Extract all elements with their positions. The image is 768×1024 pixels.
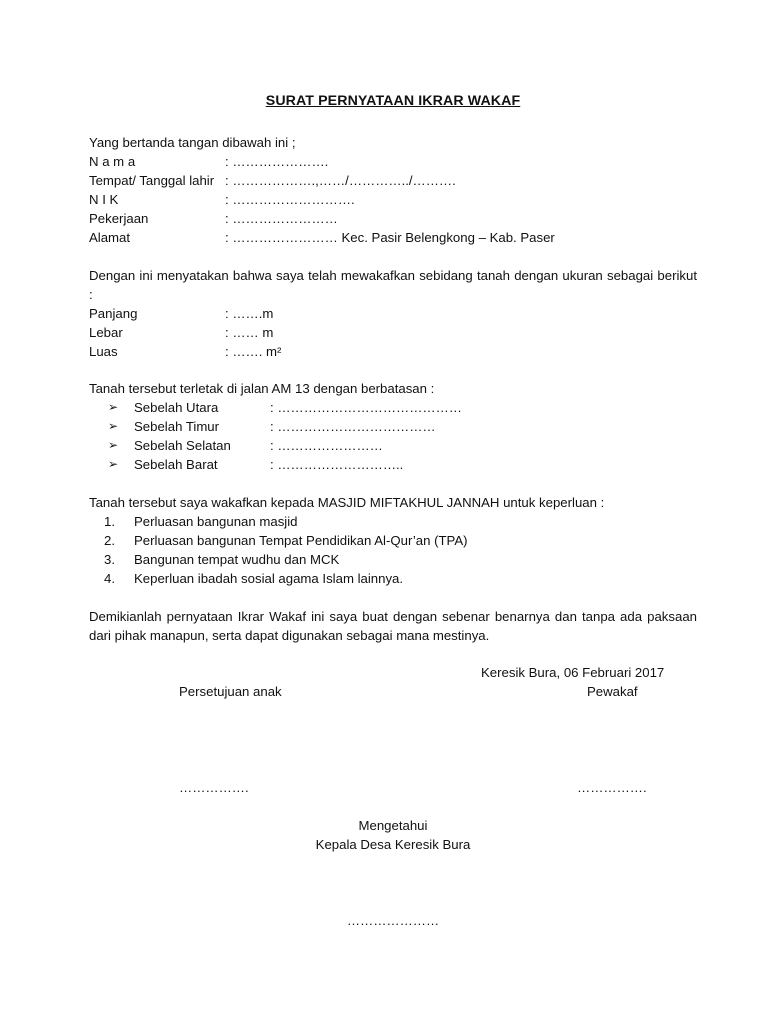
purpose-number: 3.: [104, 552, 115, 567]
purpose-number: 4.: [104, 571, 115, 586]
identity-label: N a m a: [89, 154, 136, 169]
arrow-bullet-icon: ➢: [108, 438, 119, 452]
arrow-bullet-icon: ➢: [108, 419, 119, 433]
purpose-text: Perluasan bangunan masjid: [134, 514, 298, 529]
right-signature-title: Pewakaf: [587, 684, 638, 699]
location-text: Tanah tersebut terletak di jalan AM 13 dengan berbatasan :: [89, 381, 435, 396]
identity-label: Alamat: [89, 230, 131, 245]
intro-text: Yang bertanda tangan dibawah ini ;: [89, 135, 296, 150]
document-title: SURAT PERNYATAAN IKRAR WAKAF: [265, 93, 521, 109]
identity-value: : ……………………….: [225, 192, 355, 207]
purpose-number: 2.: [104, 533, 115, 548]
identity-label: Pekerjaan: [89, 211, 149, 226]
border-value: : ……………………………………: [270, 400, 462, 415]
border-label: Sebelah Barat: [134, 457, 218, 472]
right-signature-blank: …………….: [577, 780, 647, 795]
border-label: Sebelah Selatan: [134, 438, 231, 453]
dimension-value: : …….m: [225, 306, 274, 321]
border-value: : ………………………..: [270, 457, 404, 472]
border-label: Sebelah Timur: [134, 419, 220, 434]
statement-paragraph: Dengan ini menyatakan bahwa saya telah mewakafkan sebidang tanah dengan ukuran sebagai berikut :: [89, 268, 697, 302]
arrow-bullet-icon: ➢: [108, 400, 119, 414]
dimension-value: : ……. m²: [225, 344, 282, 359]
border-value: : ………………………………: [270, 419, 436, 434]
village-head-signature-blank: …………………: [346, 913, 440, 928]
closing-paragraph: Demikianlah pernyataan Ikrar Wakaf ini saya buat dengan sebenar benarnya dan tanpa ada paksaan dari pihak manapun, serta dapat digunakan sebagai mana mestinya.: [89, 609, 697, 643]
dimension-label: Luas: [89, 344, 118, 359]
identity-value: : ………………….: [225, 154, 329, 169]
left-signature-title: Persetujuan anak: [179, 684, 282, 699]
place-date: Keresik Bura, 06 Februari 2017: [481, 665, 665, 680]
arrow-bullet-icon: ➢: [108, 457, 119, 471]
left-signature-blank: …………….: [179, 780, 249, 795]
purpose-text: Bangunan tempat wudhu dan MCK: [134, 552, 340, 567]
purpose-text: Perluasan bangunan Tempat Pendidikan Al-Qur’an (TPA): [134, 533, 468, 548]
identity-label: Tempat/ Tanggal lahir: [89, 173, 215, 188]
identity-value: : ……………….,……/…………../……….: [225, 173, 456, 188]
acknowledge-label: Mengetahui: [358, 818, 428, 833]
border-value: : ……………………: [270, 438, 383, 453]
identity-value: : ……………………: [225, 211, 338, 226]
border-label: Sebelah Utara: [134, 400, 219, 415]
purpose-intro: Tanah tersebut saya wakafkan kepada MASJID MIFTAKHUL JANNAH untuk keperluan :: [89, 495, 605, 510]
purpose-text: Keperluan ibadah sosial agama Islam lainnya.: [134, 571, 404, 586]
dimension-label: Panjang: [89, 306, 138, 321]
dimension-value: : …… m: [225, 325, 274, 340]
dimension-label: Lebar: [89, 325, 123, 340]
village-head-title: Kepala Desa Keresik Bura: [315, 837, 471, 852]
identity-label: N I K: [89, 192, 119, 207]
identity-value: : …………………… Kec. Pasir Belengkong – Kab. Paser: [225, 230, 555, 245]
purpose-number: 1.: [104, 514, 115, 529]
